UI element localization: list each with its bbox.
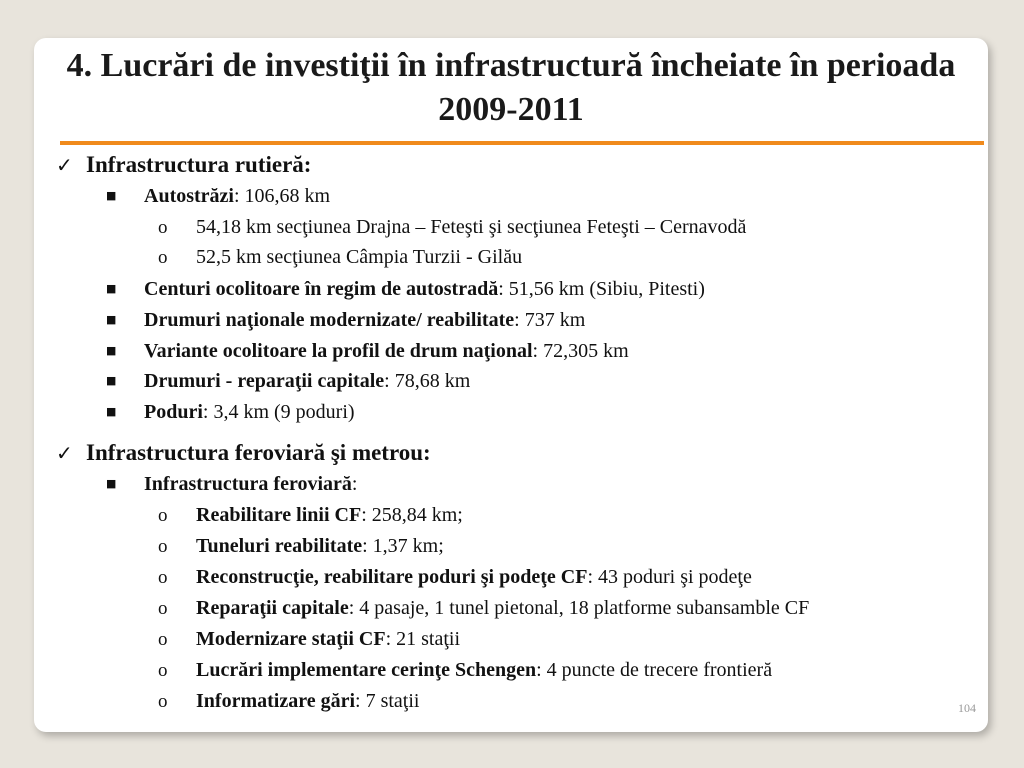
slide <box>34 38 988 732</box>
item-value: : 106,68 km <box>233 185 331 207</box>
subitem-value: : 4 puncte de trecere frontieră <box>536 659 773 681</box>
square-bullet-icon: ■ <box>106 405 117 418</box>
subitem-value: : 4 pasaje, 1 tunel pietonal, 18 platforme subansamble CF <box>348 597 810 619</box>
item-label: Poduri <box>144 401 203 423</box>
subitem-value: : 21 staţii <box>385 628 461 650</box>
subitem-value: : 258,84 km; <box>361 504 463 526</box>
item-label: Infrastructura feroviară <box>144 473 352 495</box>
subitem-value: : 1,37 km; <box>362 535 444 557</box>
page-number: 104 <box>958 701 976 715</box>
square-bullet-icon: ■ <box>106 282 117 295</box>
rail-heading <box>56 438 431 468</box>
list-subitem <box>158 686 419 716</box>
title-divider <box>60 141 984 145</box>
checkmark-icon: ✓ <box>56 441 73 465</box>
list-subitem <box>158 624 460 654</box>
square-bullet-icon: ■ <box>106 189 117 202</box>
page-title: 4. Lucrări de investiţii în infrastructură încheiate în perioada 2009-2011 <box>66 47 956 128</box>
list-item-motorways <box>106 181 330 211</box>
road-heading-text: Infrastructura rutieră: <box>86 152 312 177</box>
subitem-label: Reparaţii capitale <box>196 597 349 619</box>
checkmark-icon: ✓ <box>56 153 73 177</box>
list-subitem <box>158 562 752 592</box>
list-item <box>106 274 705 304</box>
subitem-text: 54,18 km secţiunea Drajna – Feteşti şi secţiunea Feteşti – Cernavodă <box>196 216 747 238</box>
circle-bullet-icon: o <box>158 505 168 526</box>
list-item <box>106 336 629 366</box>
subitem-value: : 43 poduri şi podeţe <box>587 566 752 588</box>
subitem-label: Tuneluri reabilitate <box>196 535 363 557</box>
square-bullet-icon: ■ <box>106 344 117 357</box>
subitem-label: Lucrări implementare cerinţe Schengen <box>196 659 537 681</box>
item-label: Drumuri - reparaţii capitale <box>144 370 385 392</box>
list-subitem <box>158 242 522 272</box>
subitem-text: 52,5 km secţiunea Câmpia Turzii - Gilău <box>196 246 523 268</box>
subitem-label: Reabilitare linii CF <box>196 504 362 526</box>
circle-bullet-icon: o <box>158 598 168 619</box>
item-label: Variante ocolitoare la profil de drum naţional <box>144 340 533 362</box>
subitem-label: Modernizare staţii CF <box>196 628 386 650</box>
item-value: : 72,305 km <box>532 340 629 362</box>
item-value: : 737 km <box>514 309 586 331</box>
item-value: : 78,68 km <box>384 370 471 392</box>
road-heading <box>56 150 311 180</box>
list-subitem <box>158 593 809 623</box>
square-bullet-icon: ■ <box>106 477 117 490</box>
list-subitem <box>158 655 772 685</box>
square-bullet-icon: ■ <box>106 374 117 387</box>
circle-bullet-icon: o <box>158 691 168 712</box>
subitem-label: Reconstrucţie, reabilitare poduri şi podeţe CF <box>196 566 588 588</box>
rail-heading-text: Infrastructura feroviară şi metrou: <box>86 440 431 465</box>
square-bullet-icon: ■ <box>106 313 117 326</box>
list-subitem <box>158 500 463 530</box>
subitem-label: Informatizare gări <box>196 690 356 712</box>
circle-bullet-icon: o <box>158 629 168 650</box>
circle-bullet-icon: o <box>158 567 168 588</box>
list-subitem <box>158 531 444 561</box>
item-label: Autostrăzi <box>144 185 234 207</box>
list-item <box>106 366 470 396</box>
list-subitem <box>158 212 746 242</box>
subitem-value: : 7 staţii <box>355 690 420 712</box>
circle-bullet-icon: o <box>158 536 168 557</box>
item-value: : 51,56 km (Sibiu, Pitesti) <box>498 278 705 300</box>
list-item-rail <box>106 469 357 499</box>
circle-bullet-icon: o <box>158 217 168 238</box>
item-value: : 3,4 km (9 poduri) <box>202 401 355 423</box>
item-label: Drumuri naţionale modernizate/ reabilitate <box>144 309 515 331</box>
circle-bullet-icon: o <box>158 660 168 681</box>
list-item <box>106 305 585 335</box>
item-value: : <box>351 473 358 495</box>
list-item <box>106 397 355 427</box>
item-label: Centuri ocolitoare în regim de autostradă <box>144 278 499 300</box>
circle-bullet-icon: o <box>158 247 168 268</box>
